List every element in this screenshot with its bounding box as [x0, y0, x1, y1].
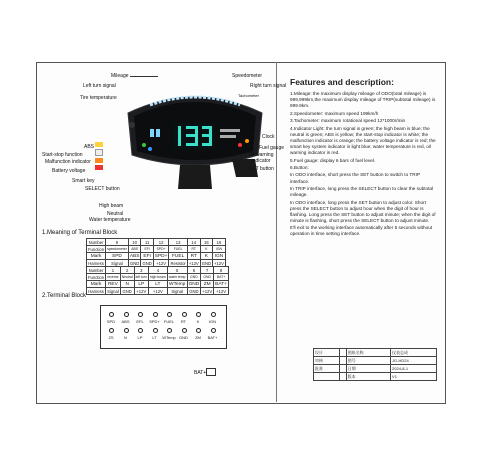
- start-stop-label: Start-stop function: [42, 152, 83, 158]
- table-cell: 10: [128, 239, 141, 246]
- terminal-pin: [211, 328, 216, 333]
- table-cell: Mark: [87, 281, 106, 288]
- table-cell: GND: [201, 260, 212, 266]
- title-block-cell: [339, 365, 346, 373]
- title-block-cell: 批准: [314, 365, 340, 373]
- feature-item: 3.Tachometer: maximum rotational speed 12*1000r/min: [290, 118, 406, 124]
- table-cell: 2: [120, 267, 134, 274]
- table-cell: +12V: [148, 288, 167, 295]
- table-row: [87, 288, 229, 295]
- table-cell: K: [200, 253, 212, 260]
- table-cell: REV: [106, 281, 121, 288]
- table-cell: GND: [187, 274, 201, 281]
- table-cell: Number: [87, 239, 106, 246]
- terminal-pin: [138, 312, 143, 317]
- terminal-table-2: [86, 266, 229, 295]
- table-cell: SPD: [106, 253, 129, 260]
- table-cell: +12V: [214, 260, 224, 266]
- left-turn-label: Left turn signal: [83, 83, 116, 89]
- table-cell: EFI: [141, 253, 153, 260]
- table-cell: 4: [148, 267, 167, 274]
- mileage-label: Mileage: [111, 73, 129, 79]
- title-block-cell: [314, 373, 340, 381]
- set-button-label: SET button: [249, 166, 274, 172]
- neutral-label: Neutral: [107, 211, 124, 217]
- tachometer-label: Tachometer: [238, 93, 259, 98]
- table-cell: WTemp: [169, 281, 186, 287]
- table-cell: FUEL: [169, 246, 187, 253]
- terminal-pin-label: ZM: [195, 335, 201, 340]
- terminal-pin: [196, 328, 201, 333]
- table-cell: 9: [106, 239, 129, 246]
- table-cell: 7: [201, 267, 214, 274]
- table-cell: GND: [188, 281, 200, 287]
- terminal-block-title: 2.Terminal Block: [42, 293, 87, 299]
- table-cell: RT: [187, 246, 200, 253]
- terminal-pin: [124, 312, 129, 317]
- table-cell: 14: [187, 239, 200, 246]
- terminal-pin: [153, 328, 158, 333]
- terminal-pin: [138, 328, 143, 333]
- table-cell: 13: [169, 239, 187, 246]
- table-cell: GND: [187, 288, 201, 295]
- table-cell: Signal: [167, 288, 187, 295]
- table-cell: SPD+: [153, 246, 169, 253]
- table-row: [87, 239, 226, 246]
- terminal-pin: [196, 312, 201, 317]
- terminal-pin-label: SPD: [106, 319, 116, 324]
- terminal-pin: [211, 312, 216, 317]
- table-cell: +12V: [153, 260, 169, 267]
- table-cell: BAT+: [215, 281, 227, 287]
- water-temp-label: Water temperature: [89, 217, 131, 223]
- feature-item: In TRIP interface, long press the SELECT button to clear the subtotal mileage.: [290, 186, 434, 198]
- fuel-gauge-label: Fuel gauge: [259, 145, 285, 151]
- dashboard-illustration: [120, 85, 270, 195]
- features-panel: [290, 77, 438, 239]
- title-block-row: [314, 357, 437, 365]
- terminal-pin-label: LP: [137, 335, 143, 340]
- table-cell: IGN: [213, 246, 226, 253]
- terminal-pin-label: LT: [152, 335, 157, 340]
- battery-label: Battery voltage: [52, 168, 86, 174]
- title-block-cell: [339, 349, 346, 357]
- table-cell: high beam: [149, 275, 166, 279]
- table-cell: 12: [153, 239, 169, 246]
- table-row: [87, 253, 226, 260]
- table-cell: GND: [142, 260, 152, 266]
- abs-label: ABS: [84, 144, 95, 150]
- table-cell: LP: [134, 281, 148, 288]
- sheet-divider: [276, 62, 277, 402]
- features-heading: Features and description:: [290, 77, 394, 87]
- terminal-pin-label: RT: [180, 319, 187, 324]
- table-cell: Function: [88, 246, 105, 252]
- table-cell: Signal: [106, 260, 129, 267]
- table-cell: 5: [167, 267, 187, 274]
- terminal-pin-label: FUEL: [163, 319, 175, 324]
- connector-latch: [206, 368, 216, 376]
- table-cell: 11: [141, 239, 153, 246]
- title-block-cell: 版本: [346, 373, 390, 381]
- table-cell: +12V: [214, 288, 229, 295]
- title-block-cell: V1: [391, 373, 437, 381]
- table-cell: Signal: [107, 288, 119, 294]
- table-cell: SPD+: [154, 253, 168, 259]
- title-block-cell: 审核: [314, 357, 340, 365]
- table-cell: IGN: [213, 253, 226, 260]
- table-cell: GND: [201, 274, 214, 281]
- table-cell: Mark: [87, 253, 106, 260]
- table-cell: K: [200, 246, 212, 253]
- title-block-cell: 日期: [346, 365, 390, 373]
- table-cell: +12V: [202, 288, 213, 294]
- terminal-pin-label: GND: [179, 335, 188, 340]
- terminal-pin: [124, 328, 129, 333]
- table-cell: ABS: [129, 253, 140, 259]
- table-cell: 1: [106, 267, 121, 274]
- table-cell: Number: [87, 267, 106, 274]
- feature-item: 6.Button:: [290, 164, 309, 170]
- leader-line: [130, 76, 158, 77]
- table-cell: 3: [134, 267, 148, 274]
- terminal-meaning-title: 1.Meaning of Terminal Block: [42, 230, 118, 236]
- feature-item: 2.Speedometer: maximum speed 199km/h: [290, 110, 379, 116]
- title-block-cell: [339, 373, 346, 381]
- terminal-pin-label: WTemp: [162, 335, 176, 340]
- feature-item: 4.Indicator Light: the turn signal is green; the high beam is blue; the neutral is green; ABS is yellow; the start-stop indicator is white; the malfunction indicator is orange; the battery voltage indicator is red; the smart key system indicator is light blue; water temperature is red, oil warning indicator is red.: [290, 125, 436, 156]
- terminal-pin: [182, 328, 187, 333]
- speedometer-label: Speedometer: [232, 73, 263, 79]
- title-block-row: [314, 365, 437, 373]
- terminal-pin: [167, 328, 172, 333]
- terminal-pin: [167, 312, 172, 317]
- table-cell: LT: [148, 281, 167, 288]
- table-cell: Neutral: [121, 275, 133, 279]
- indicator-icon-stack: [95, 142, 103, 174]
- terminal-pin-label: IGN: [208, 319, 217, 324]
- table-cell: 6: [187, 267, 201, 274]
- title-block-cell: 图号: [346, 357, 390, 365]
- terminal-pin: [182, 312, 187, 317]
- title-block-cell: 仪表总成: [391, 349, 437, 357]
- table-cell: Function: [88, 274, 105, 280]
- table-cell: Harness: [88, 260, 104, 266]
- features-list: [290, 91, 438, 238]
- terminal-pin-label: ZS: [108, 335, 114, 340]
- table-cell: +12V: [188, 260, 199, 266]
- smart-key-label: Smart key: [72, 178, 95, 184]
- table-cell: GND: [130, 260, 140, 266]
- feature-item: In ODO interface, short press the SET button to switch to TRIP interface.: [290, 172, 421, 184]
- terminal-pin-label: SPD+: [149, 319, 160, 324]
- feature-item: 5.Fuel gauge: display 6 bars of fuel level.: [290, 157, 376, 163]
- table-cell: left turn: [135, 275, 147, 279]
- tire-temp-label: Tire temperature: [80, 95, 117, 101]
- terminal-pin-label: ABS: [121, 319, 130, 324]
- feature-item: It'll exit to the working interface automatically after 5 seconds without operation in time setting interface.: [290, 225, 433, 237]
- title-block-cell: 设计: [314, 349, 340, 357]
- high-beam-label: High beam: [99, 203, 124, 209]
- table-cell: water temp: [168, 275, 186, 279]
- table-cell: speedometer: [107, 247, 127, 251]
- terminal-pin: [109, 312, 114, 317]
- malfunction-label: Malfunction indicator: [45, 159, 91, 165]
- table-cell: 15: [200, 239, 212, 246]
- feature-item: 1.Mileage: the maximum display mileage of ODO(total mileage) is 999,999km,the maximum display mileage of TRIP(subtotal mileage) is 999.9km.: [290, 91, 436, 109]
- terminal-block-connector: [100, 305, 227, 349]
- terminal-foot-label: BAT+: [194, 370, 207, 376]
- oil-warning-label: Oil warning indicator: [248, 152, 274, 164]
- clock-label: Clock: [262, 134, 275, 140]
- table-cell: EFI: [141, 246, 153, 253]
- title-block-cell: JG-HD24: [391, 357, 437, 365]
- table-cell: +12V: [134, 288, 148, 295]
- table-cell: Harness: [88, 288, 104, 294]
- select-button-label: SELECT button: [85, 186, 120, 192]
- table-cell: RT: [187, 253, 200, 260]
- right-turn-label: Right turn signal: [250, 83, 287, 89]
- table-row: [87, 281, 229, 288]
- feature-item: In ODO interface, long press the SET button to adjust color. Short press the SELECT button to adjust hour when the digit of hour is flashing. Long press the SET button to adjust minute; when the digit of minute is flashing, short press the SELECT button to adjust minute.: [290, 199, 436, 223]
- table-row: [87, 267, 229, 274]
- title-block-row: [314, 373, 437, 381]
- terminal-table-1: [86, 238, 226, 267]
- terminal-pin-label: BAT+: [207, 335, 218, 340]
- table-cell: 8: [214, 267, 229, 274]
- table-row: [87, 274, 229, 281]
- table-cell: ZM: [201, 281, 214, 288]
- terminal-pin-label: EFL: [136, 319, 144, 324]
- terminal-pin: [109, 328, 114, 333]
- terminal-pin: [153, 312, 158, 317]
- table-cell: N: [120, 281, 134, 288]
- title-block-cell: 2024-8-1: [391, 365, 437, 373]
- table-cell: GND: [120, 288, 134, 295]
- table-cell: Resistor: [170, 260, 186, 266]
- table-cell: 16: [213, 239, 226, 246]
- table-cell: FUEL: [169, 253, 187, 260]
- title-block-cell: [339, 357, 346, 365]
- table-cell: ABS: [128, 246, 141, 253]
- title-block-row: [314, 349, 437, 357]
- table-row: [87, 246, 226, 253]
- terminal-pin-label: N: [124, 335, 127, 340]
- title-block: [313, 348, 437, 381]
- table-cell: BAT+: [214, 274, 229, 281]
- terminal-pin-label: K: [196, 319, 200, 324]
- title-block-cell: 图纸名称: [346, 349, 390, 357]
- table-cell: reverse: [107, 275, 119, 279]
